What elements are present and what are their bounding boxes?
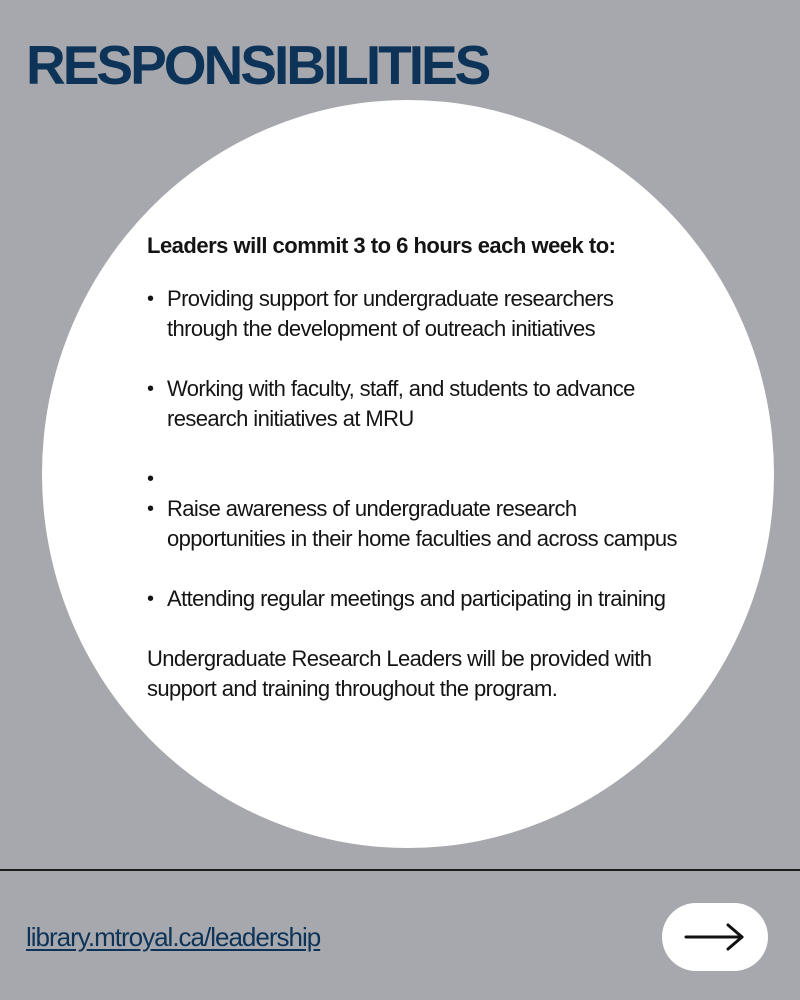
list-item: [147, 494, 687, 554]
intro-text: Leaders will commit 3 to 6 hours each week to:: [147, 233, 616, 258]
bullet-icon: •: [147, 288, 154, 310]
duty-text: Working with faculty, staff, and students to advance research initiatives at MRU: [167, 376, 635, 431]
leadership-link[interactable]: library.mtroyal.ca/leadership: [26, 922, 321, 952]
duty-text: Attending regular meetings and participating in training: [167, 586, 666, 611]
list-item: [147, 464, 687, 494]
duty-text: Raise awareness of undergraduate research opportunities in their home faculties and across campus: [167, 496, 677, 551]
arrow-right-icon: [684, 922, 746, 952]
page-title: RESPONSIBILITIES: [26, 34, 489, 96]
bullet-icon: •: [147, 378, 154, 400]
next-button[interactable]: [662, 903, 768, 971]
list-item: [147, 284, 687, 344]
bullet-icon: •: [147, 588, 154, 610]
footer-divider: [0, 869, 800, 871]
bullet-icon: •: [147, 498, 154, 520]
duty-text: Providing support for undergraduate researchers through the development of outreach initiatives: [167, 286, 614, 341]
duties-list: [147, 284, 687, 614]
responsibilities-content: [147, 232, 687, 704]
closing-text: Undergraduate Research Leaders will be provided with support and training throughout the program.: [147, 646, 652, 701]
list-item: [147, 584, 687, 614]
list-item: [147, 374, 687, 434]
bullet-icon: •: [147, 468, 154, 490]
